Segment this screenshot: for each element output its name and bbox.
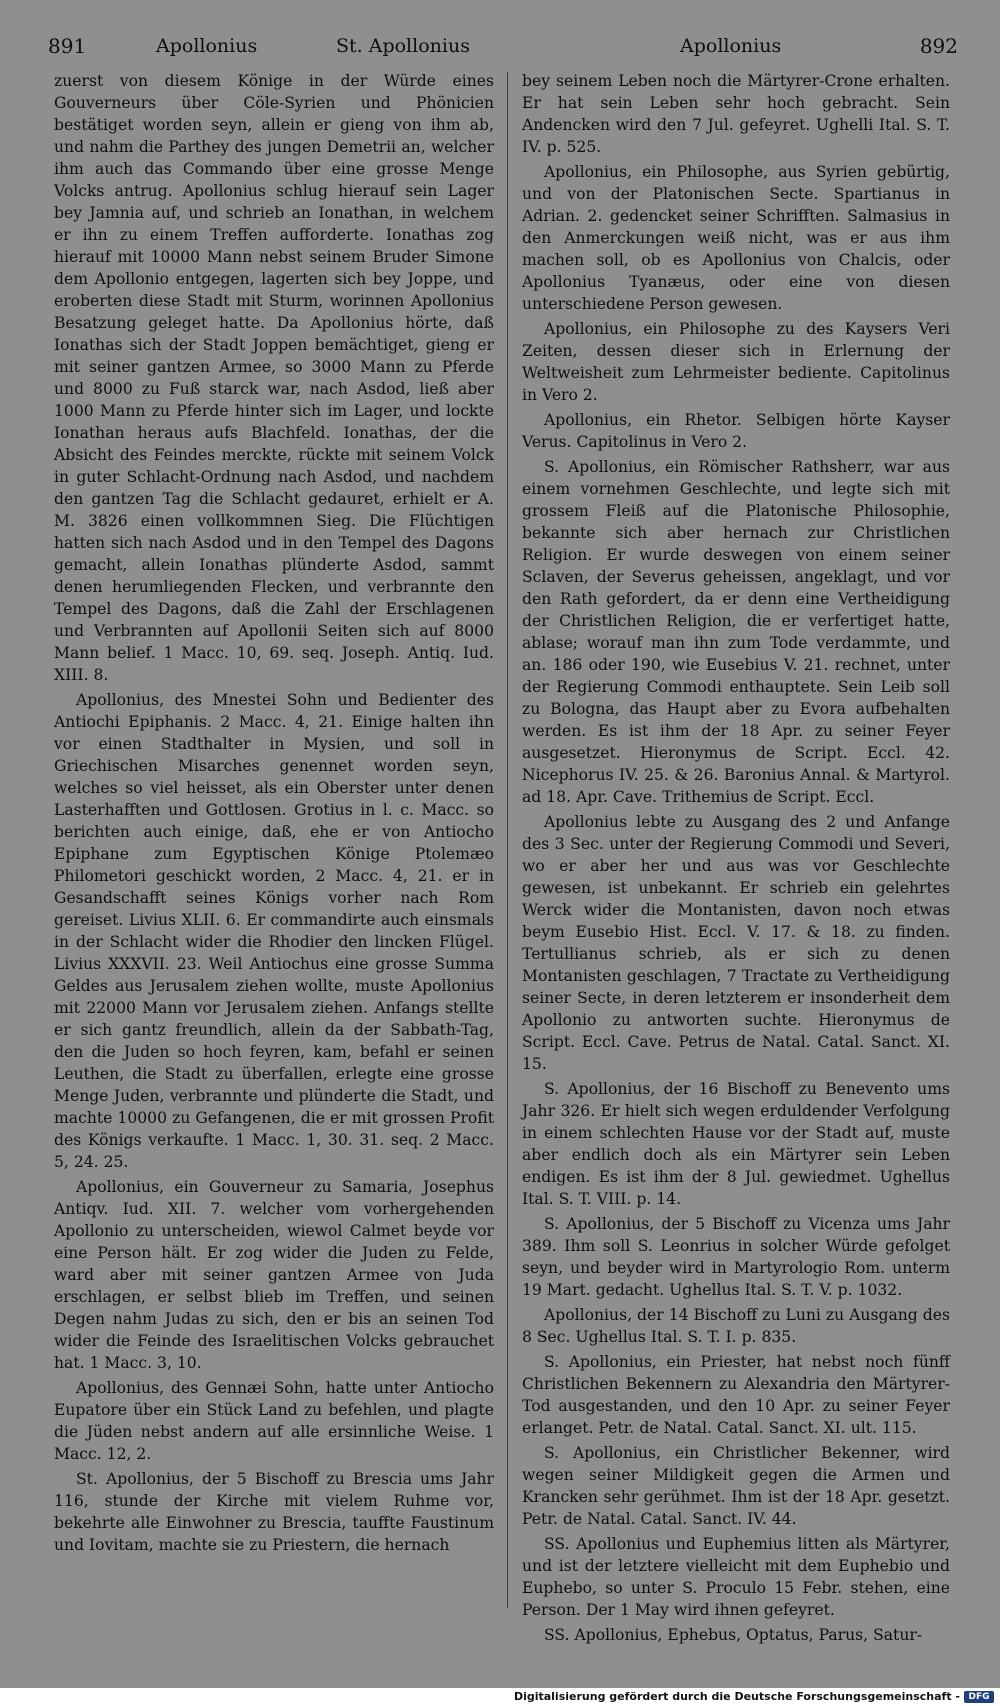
entry-paragraph: Apollonius, des Mnestei Sohn und Bedienter des Antiochi Epiphanis. 2 Macc. 4, 21. Einige halten ihn vor einen Stadthalter in Mysien, und soll in Griechischen Misarches genennet worden seyn, welches so viel heisset, als ein Oberster unter denen Lasterhafften und Gottlosen. Grotius in l. c. Macc. so berichten auch einige, daß, ehe er von Antiocho Epiphane zum Egyptischen Könige Ptolemæo Philometori geschickt worden, 2 Macc. 4, 21. er in Gesandschafft seines Königs vorher nach Rom gereiset. Livius XLII. 6. Er commandirte auch einsmals in der Schlacht wider die Rhodier den lincken Flügel. Livius XXXVII. 23. Weil Antiochus eine grosse Summa Geldes aus Jerusalem ziehen wollte, muste Apollonius mit 22000 Mann vor Jerusalem ziehen. Anfangs stellte er sich gantz freundlich, allein da der Sabbath-Tag, den die Juden so hoch feyren, kam, befahl er seinen Leuthen, die Stadt zu überfallen, erlegte eine grosse Menge Juden, verbrannte und plünderte die Stadt, und machte 10000 zu Gefangenen, die er mit grossen Profit des Königs verkaufte. 1 Macc. 1, 30. 31. seq. 2 Macc. 5, 24. 25. bbox=[54, 691, 494, 1171]
entry-paragraph: Apollonius lebte zu Ausgang des 2 und Anfange des 3 Sec. unter der Regierung Commodi und Severi, wo er aber her und aus was vor Geschlechte gewesen, ist unbekannt. Er schrieb ein gelehrtes Werck wider die Montanisten, davon noch etwas beym Eusebio Hist. Eccl. V. 17. & 18. zu finden. Tertullianus schrieb, als er sich zu denen Montanisten geschlagen, 7 Tractate zu Vertheidigung seiner Secte, in deren letzterem er insonderheit dem Apollonio zu antworten suchte. Hieronymus de Script. Eccl. Cave. Petrus de Natal. Catal. Sanct. XI. 15. bbox=[522, 813, 950, 1073]
funding-notice: Digitalisierung gefördert durch die Deutsche Forschungsgemeinschaft - bbox=[513, 1690, 960, 1703]
entry-paragraph: S. Apollonius, ein Christlicher Bekenner, wird wegen seiner Mildigkeit gegen die Armen und Krancken sehr gerühmet. Ihm ist der 18 Apr. gesetzt. Petr. de Natal. Catal. Sanct. IV. 44. bbox=[522, 1444, 950, 1528]
entry-paragraph: Apollonius, ein Rhetor. Selbigen hörte Kayser Verus. Capitolinus in Vero 2. bbox=[522, 411, 950, 451]
entry-paragraph: SS. Apollonius, Ephebus, Optatus, Parus, Satur- bbox=[544, 1626, 923, 1644]
dfg-logo: DFG bbox=[964, 1691, 994, 1703]
entry-paragraph: St. Apollonius, der 5 Bischoff zu Brescia ums Jahr 116, stunde der Kirche mit vielem Ruhme vor, bekehrte alle Einwohner zu Brescia, tauffte Faustinum und Iovitam, machte sie zu Priestern, die hernach bbox=[54, 1470, 494, 1554]
entry-paragraph: S. Apollonius, der 5 Bischoff zu Vicenza ums Jahr 389. Ihm soll S. Leonrius in solcher Würde gefolget seyn, und beyder wird in Martyrologio Rom. unterm 19 Mart. gedacht. Ughellus Ital. S. T. V. p. 1032. bbox=[522, 1215, 950, 1299]
entry-paragraph: zuerst von diesem Könige in der Würde eines Gouverneurs über Cöle-Syrien und Phönicien bestätiget worden seyn, allein er gieng von ihm ab, und nahm die Parthey des jungen Demetrii an, welcher ihm auch das Commando über eine grosse Menge Volcks antrug. Apollonius schlug hierauf sein Lager bey Jamnia auf, und schrieb an Ionathan, in welchem er ihn zu einem Treffen aufforderte. Ionathas zog hierauf mit 10000 Mann nebst seinem Bruder Simone dem Apollonio entgegen, lagerten sich bey Joppe, und eroberten diese Stadt mit Sturm, worinnen Apollonius Besatzung geleget hatte. Da Apollonius hörte, daß Ionathas sich der Stadt Joppen bemächtiget, gieng er mit seiner gantzen Armee, so 3000 Mann zu Pferde und 8000 zu Fuß starck war, nach Asdod, ließ aber 1000 Mann zu Pferde hinter sich im Lager, und lockte Ionathan heraus aufs Blachfeld. Ionathas, der die Absicht des Feindes merckte, rückte mit seinem Volck in guter Schlacht-Ordnung nach Asdod, und nachdem den gantzen Tag die Schlacht gedauret, erhielt er A. M. 3826 einen vollkommnen Sieg. Die Flüchtigen hatten sich nach Asdod und in den Tempel des Dagons gemacht, allein Ionathas plünderte Asdod, sammt denen herumliegenden Flecken, und verbrannte den Tempel des Dagons, daß die Zahl der Erschlagenen und Verbrannten auf Apollonii Seiten sich auf 8000 Mann belief. 1 Macc. 10, 69. seq. Joseph. Antiq. Iud. XIII. 8. bbox=[54, 72, 494, 684]
left-column bbox=[54, 70, 494, 1559]
entry-paragraph: Apollonius, der 14 Bischoff zu Luni zu Ausgang des 8 Sec. Ughellus Ital. S. T. I. p. 835. bbox=[522, 1306, 950, 1346]
entry-paragraph: bey seinem Leben noch die Märtyrer-Crone erhalten. Er hat sein Leben sehr hoch gebracht. Sein Andencken wird den 7 Jul. gefeyret. Ughelli Ital. S. T. IV. p. 525. bbox=[522, 72, 950, 156]
entry-paragraph: S. Apollonius, ein Römischer Rathsherr, war aus einem vornehmen Geschlechte, und legte sich mit grossem Fleiß auf die Platonische Philosophie, bekannte sich aber hernach zur Christlichen Religion. Er wurde deswegen von einem seiner Sclaven, der Severus geheissen, angeklagt, und vor den Rath gefordert, da er denn eine Vertheidigung der Christlichen Religion, die er verfertiget hatte, ablase; worauf man ihn zum Tode verdammte, und an. 186 oder 190, wie Eusebius V. 21. rechnet, unter der Regierung Commodi enthauptete. Sein Leib soll zu Bologna, das Haupt aber zu Evora aufbehalten werden. Es ist ihm der 18 Apr. zu seiner Feyer ausgesetzet. Hieronymus de Script. Eccl. 42. Nicephorus IV. 25. & 26. Baronius Annal. & Martyrol. ad 18. Apr. Cave. Trithemius de Script. Eccl. bbox=[522, 458, 950, 806]
right-column bbox=[522, 70, 950, 1649]
running-head-right: Apollonius bbox=[680, 35, 782, 57]
entry-paragraph: Apollonius, ein Philosophe zu des Kaysers Veri Zeiten, dessen dieser sich in Erlernung der Weltweisheit zum Lehrmeister bediente. Capitolinus in Vero 2. bbox=[522, 320, 950, 404]
entry-paragraph: S. Apollonius, der 16 Bischoff zu Benevento ums Jahr 326. Er hielt sich wegen erduldender Verfolgung in einem schlechten Hause vor der Stadt auf, muste aber endlich doch als ein Märtyrer sein Leben endigen. Es ist ihm der 8 Jul. gewiedmet. Ughellus Ital. S. T. VIII. p. 14. bbox=[522, 1080, 950, 1208]
entry-paragraph: Apollonius, ein Philosophe, aus Syrien gebürtig, und von der Platonischen Secte. Spartianus in Adrian. 2. gedencket seiner Schrifften. Salmasius in den Anmerckungen weiß nicht, was er aus ihm machen soll, ob es Apollonius von Chalcis, oder Apollonius Tyanæus, oder eine von diesen unterschiedene Person gewesen. bbox=[522, 163, 950, 313]
entry-paragraph: Apollonius, ein Gouverneur zu Samaria, Josephus Antiqv. Iud. XII. 7. welcher vom vorhergehenden Apollonio zu unterscheiden, wiewol Calmet beyde vor eine Person hält. Er zog wider die Juden zu Felde, ward aber mit seiner gantzen Armee von Juda erschlagen, er selbst blieb im Treffen, und seinen Degen nahm Judas zu sich, den er bis an seinen Tod wider die Feinde des Israelitischen Volcks gebrauchet hat. 1 Macc. 3, 10. bbox=[54, 1178, 494, 1372]
running-head-left: Apollonius bbox=[156, 35, 258, 57]
column-divider bbox=[507, 72, 508, 1608]
page-number-right: 892 bbox=[919, 34, 958, 58]
entry-paragraph: Apollonius, des Gennæi Sohn, hatte unter Antiocho Eupatore über ein Stück Land zu befehlen, und plagte die Jüden nebst andern auf alle ersinnliche Weise. 1 Macc. 12, 2. bbox=[54, 1379, 494, 1463]
page-number-left: 891 bbox=[48, 34, 87, 58]
running-head-middle: St. Apollonius bbox=[336, 35, 470, 57]
entry-paragraph: SS. Apollonius und Euphemius litten als Märtyrer, und ist der letztere vielleicht mit dem Euphebio und Euphebo, so unter S. Proculo 15 Febr. stehen, eine Person. Der 1 May wird ihnen gefeyret. bbox=[522, 1535, 950, 1619]
digitization-footer bbox=[0, 1688, 1000, 1706]
entry-paragraph: S. Apollonius, ein Priester, hat nebst noch fünff Christlichen Bekennern zu Alexandria den Märtyrer-Tod ausgestanden, und den 10 Apr. zu seiner Feyer erlanget. Petr. de Natal. Catal. Sanct. XI. ult. 115. bbox=[522, 1353, 950, 1437]
page-header bbox=[40, 30, 962, 62]
